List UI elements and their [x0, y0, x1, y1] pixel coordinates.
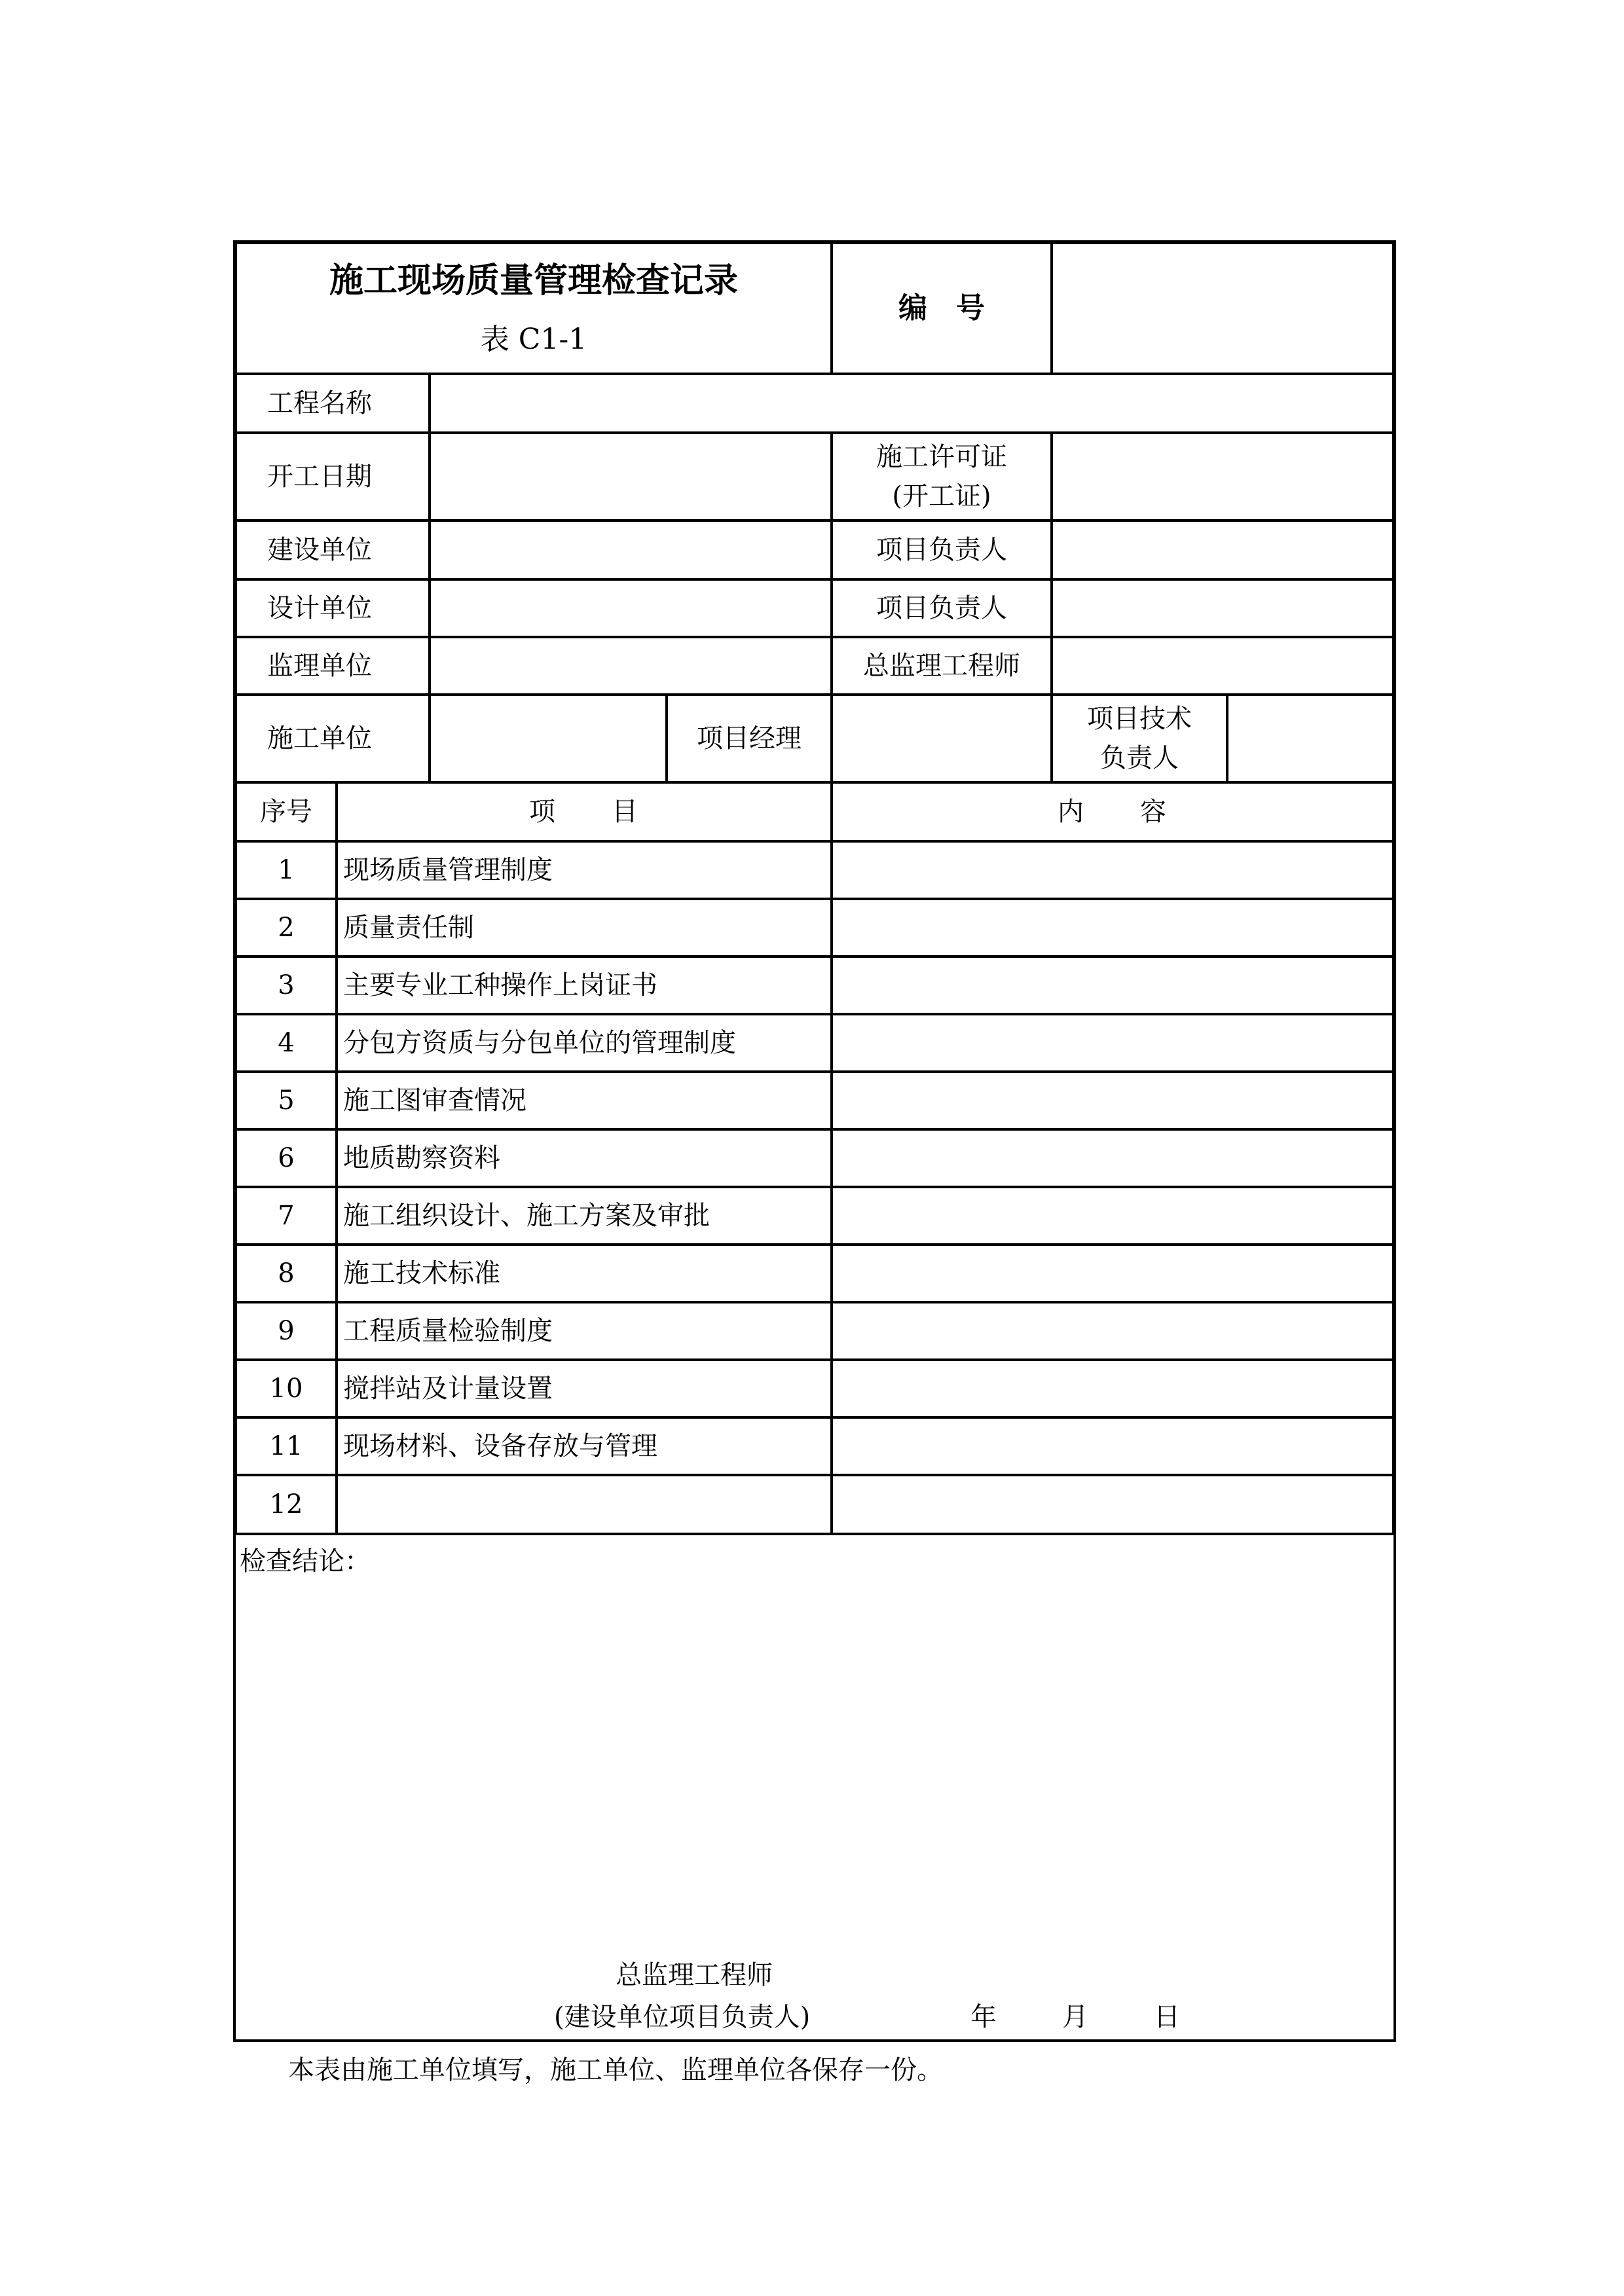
row-11-no: 11: [236, 1417, 337, 1475]
design-manager-label: 项目负责人: [832, 579, 1052, 637]
row-11-content[interactable]: [832, 1417, 1393, 1475]
start-date-label: 开工日期: [236, 433, 430, 520]
footer-note: 本表由施工单位填写，施工单位、监理单位各保存一份。: [288, 2055, 943, 2085]
project-name-label: 工程名称: [236, 374, 430, 433]
permit-value[interactable]: [1052, 433, 1393, 520]
row-3-content[interactable]: [832, 957, 1393, 1014]
row-10-no: 10: [236, 1360, 337, 1417]
form-code: 表 C1-1: [480, 323, 587, 356]
row-4-content[interactable]: [832, 1014, 1393, 1072]
row-2-no: 2: [236, 899, 337, 957]
construction-owner-value[interactable]: [430, 520, 832, 579]
tech-lead-value[interactable]: [1227, 695, 1393, 782]
project-manager-label: 项目经理: [667, 695, 832, 782]
row-2-content[interactable]: [832, 899, 1393, 957]
inspection-form: [233, 240, 1396, 2042]
project-manager-value[interactable]: [832, 695, 1052, 782]
permit-label-line1: 施工许可证: [876, 442, 1007, 472]
row-11-item: 现场材料、设备存放与管理: [337, 1417, 832, 1475]
row-12-item[interactable]: [337, 1475, 832, 1534]
row-4-item: 分包方资质与分包单位的管理制度: [337, 1014, 832, 1072]
seq-header: 序号: [236, 782, 337, 841]
signer-subtitle: (建设单位项目负责人): [554, 2002, 811, 2032]
row-7-content[interactable]: [832, 1187, 1393, 1245]
row-9-item: 工程质量检验制度: [337, 1302, 832, 1360]
row-6-no: 6: [236, 1129, 337, 1187]
row-7-no: 7: [236, 1187, 337, 1245]
title-cell: [236, 243, 832, 374]
row-9-content[interactable]: [832, 1302, 1393, 1360]
row-4-no: 4: [236, 1014, 337, 1072]
project-name-value[interactable]: [430, 374, 1393, 433]
row-12-no: 12: [236, 1475, 337, 1534]
number-value[interactable]: [1052, 243, 1393, 374]
day-label: 日: [1154, 2002, 1180, 2032]
tech-lead-label-line2: 负责人: [1100, 743, 1179, 773]
row-8-no: 8: [236, 1245, 337, 1302]
content-header: 内 容: [832, 782, 1393, 841]
year-label: 年: [970, 2002, 997, 2032]
design-unit-label: 设计单位: [236, 579, 430, 637]
row-9-no: 9: [236, 1302, 337, 1360]
supervision-unit-value[interactable]: [430, 637, 832, 695]
construction-owner-label: 建设单位: [236, 520, 430, 579]
design-unit-value[interactable]: [430, 579, 832, 637]
row-3-no: 3: [236, 957, 337, 1014]
row-8-content[interactable]: [832, 1245, 1393, 1302]
permit-label: [832, 433, 1052, 520]
row-6-item: 地质勘察资料: [337, 1129, 832, 1187]
chief-supervisor-label: 总监理工程师: [832, 637, 1052, 695]
row-1-content[interactable]: [832, 841, 1393, 899]
start-date-value[interactable]: [430, 433, 832, 520]
permit-label-line2: (开工证): [892, 481, 991, 511]
signer-title: 总监理工程师: [616, 1960, 773, 1990]
contractor-value[interactable]: [430, 695, 667, 782]
conclusion-area[interactable]: [236, 1534, 1393, 2039]
supervision-unit-label: 监理单位: [236, 637, 430, 695]
number-label: 编 号: [832, 243, 1052, 374]
tech-lead-label: [1052, 695, 1227, 782]
design-manager-value[interactable]: [1052, 579, 1393, 637]
row-8-item: 施工技术标准: [337, 1245, 832, 1302]
row-12-content[interactable]: [832, 1475, 1393, 1534]
row-5-item: 施工图审查情况: [337, 1072, 832, 1129]
row-6-content[interactable]: [832, 1129, 1393, 1187]
conclusion-label: 检查结论：: [240, 1546, 371, 1576]
row-2-item: 质量责任制: [337, 899, 832, 957]
row-5-no: 5: [236, 1072, 337, 1129]
item-header: 项 目: [337, 782, 832, 841]
month-label: 月: [1062, 2002, 1088, 2032]
owner-manager-value[interactable]: [1052, 520, 1393, 579]
row-7-item: 施工组织设计、施工方案及审批: [337, 1187, 832, 1245]
tech-lead-label-line1: 项目技术: [1087, 704, 1192, 734]
chief-supervisor-value[interactable]: [1052, 637, 1393, 695]
row-5-content[interactable]: [832, 1072, 1393, 1129]
owner-manager-label: 项目负责人: [832, 520, 1052, 579]
row-10-item: 搅拌站及计量设置: [337, 1360, 832, 1417]
row-3-item: 主要专业工种操作上岗证书: [337, 957, 832, 1014]
row-1-no: 1: [236, 841, 337, 899]
row-10-content[interactable]: [832, 1360, 1393, 1417]
contractor-label: 施工单位: [236, 695, 430, 782]
form-title: 施工现场质量管理检查记录: [329, 261, 738, 301]
row-1-item: 现场质量管理制度: [337, 841, 832, 899]
